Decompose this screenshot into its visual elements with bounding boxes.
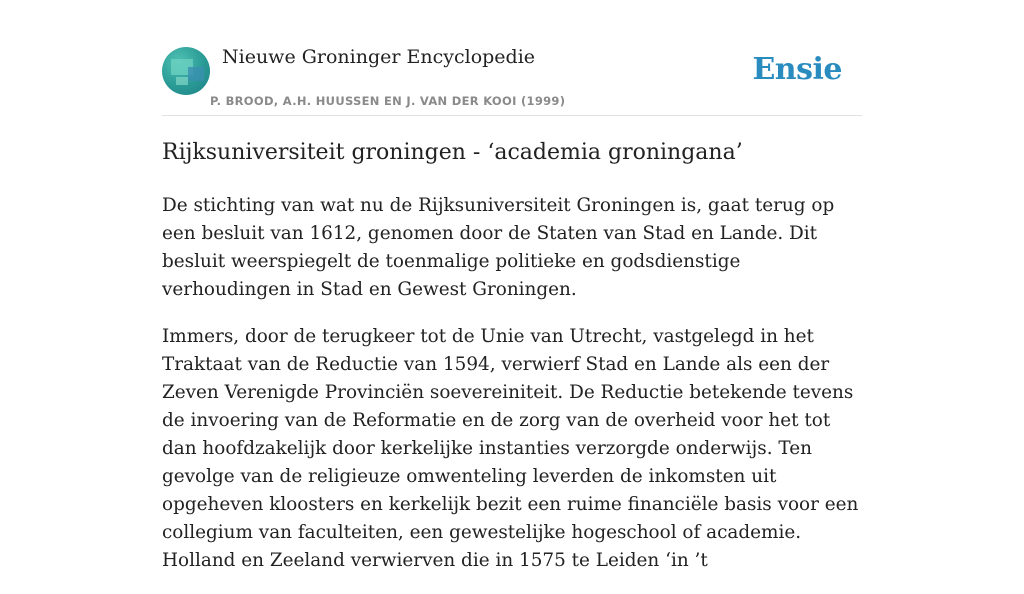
article-title: Rijksuniversiteit groningen - ‘academia groningana’ bbox=[162, 140, 743, 165]
cover-tile bbox=[188, 67, 204, 81]
site-header bbox=[162, 46, 862, 116]
encyclopedia-cover-icon[interactable] bbox=[162, 47, 210, 95]
article-paragraph: Immers, door de terugkeer tot de Unie van Utrecht, vastgelegd in het Traktaat van de Reductie van 1594, verwierf Stad en Lande als een der Zeven Verenigde Provinciën soevereiniteit. De Reductie betekende tevens de invoering van de Reformatie en de zorg van de overheid voor het tot dan hoofdzakelijk door kerkelijke instanties verzorgde onderwijs. Ten gevolge van de religieuze omwenteling leverden de inkomsten uit opgeheven kloosters en kerkelijk bezit een ruime financiële basis voor een collegium van faculteiten, een gewestelijke hogeschool of academie. Holland en Zeeland verwierven die in 1575 te Leiden ‘in ’t bbox=[162, 326, 859, 571]
article-paragraph: De stichting van wat nu de Rijksuniversiteit Groningen is, gaat terug op een besluit van 1612, genomen door de Staten van Stad en Lande. Dit besluit weerspiegelt de toenmalige politieke en godsdienstige verhoudingen in Stad en Gewest Groningen. bbox=[162, 195, 835, 300]
publication-title[interactable]: Nieuwe Groninger Encyclopedie bbox=[222, 46, 536, 68]
brand-logo[interactable]: Ensie bbox=[752, 52, 842, 87]
article-body bbox=[162, 192, 862, 594]
header-divider bbox=[162, 115, 862, 116]
cover-tile bbox=[176, 77, 188, 85]
publication-authors: P. BROOD, A.H. HUUSSEN EN J. VAN DER KOOI (1999) bbox=[210, 94, 566, 108]
